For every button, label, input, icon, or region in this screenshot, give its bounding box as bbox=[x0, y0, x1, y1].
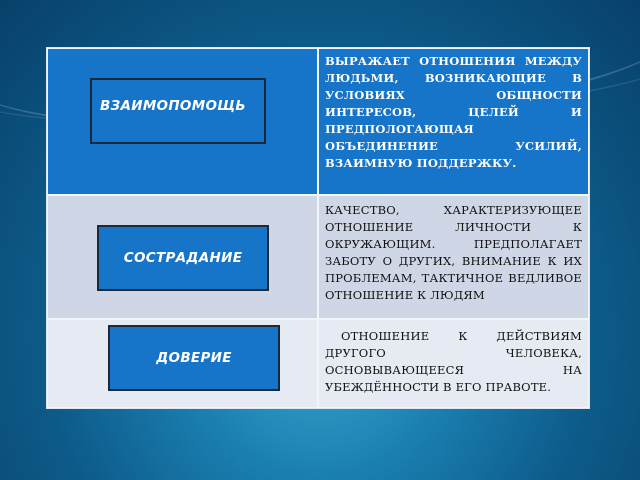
term-box-mutual-aid: ВЗАИМОПОМОЩЬ bbox=[90, 78, 266, 144]
term-box-trust: ДОВЕРИЕ bbox=[108, 325, 280, 391]
term-box-compassion: СОСТРАДАНИЕ bbox=[97, 225, 269, 291]
definition-cell-trust bbox=[318, 319, 589, 408]
definition-trust: ОТНОШЕНИЕ К ДЕЙСТВИЯМ ДРУГОГО ЧЕЛОВЕКА, ОСНОВЫВАЮЩЕЕСЯ НА УБЕЖДЁННОСТИ В ЕГО ПРАВОТЕ. bbox=[325, 329, 582, 394]
definition-compassion: КАЧЕСТВО, ХАРАКТЕРИЗУЮЩЕЕ ОТНОШЕНИЕ ЛИЧНОСТИ К ОКРУЖАЮЩИМ. ПРЕДПОЛАГАЕТ ЗАБОТУ О ДРУГИХ, ВНИМАНИЕ К ИХ ПРОБЛЕМАМ, ТАКТИЧНОЕ ВЕДЛИВОЕ ОТНОШЕНИЕ К ЛЮДЯМ bbox=[325, 203, 582, 302]
definition-cell-compassion bbox=[318, 195, 589, 319]
definition-cell-mutual-aid bbox=[318, 48, 589, 195]
definition-mutual-aid: ВЫРАЖАЕТ ОТНОШЕНИЯ МЕЖДУ ЛЮДЬМИ, ВОЗНИКАЮЩИЕ В УСЛОВИЯХ ОБЩНОСТИ ИНТЕРЕСОВ, ЦЕЛЕЙ И ПРЕДПОЛОГАЮЩАЯ ОБЪЕДИНЕНИЕ УСИЛИЙ, ВЗАИМНУЮ ПОДДЕРЖКУ. bbox=[325, 54, 582, 170]
